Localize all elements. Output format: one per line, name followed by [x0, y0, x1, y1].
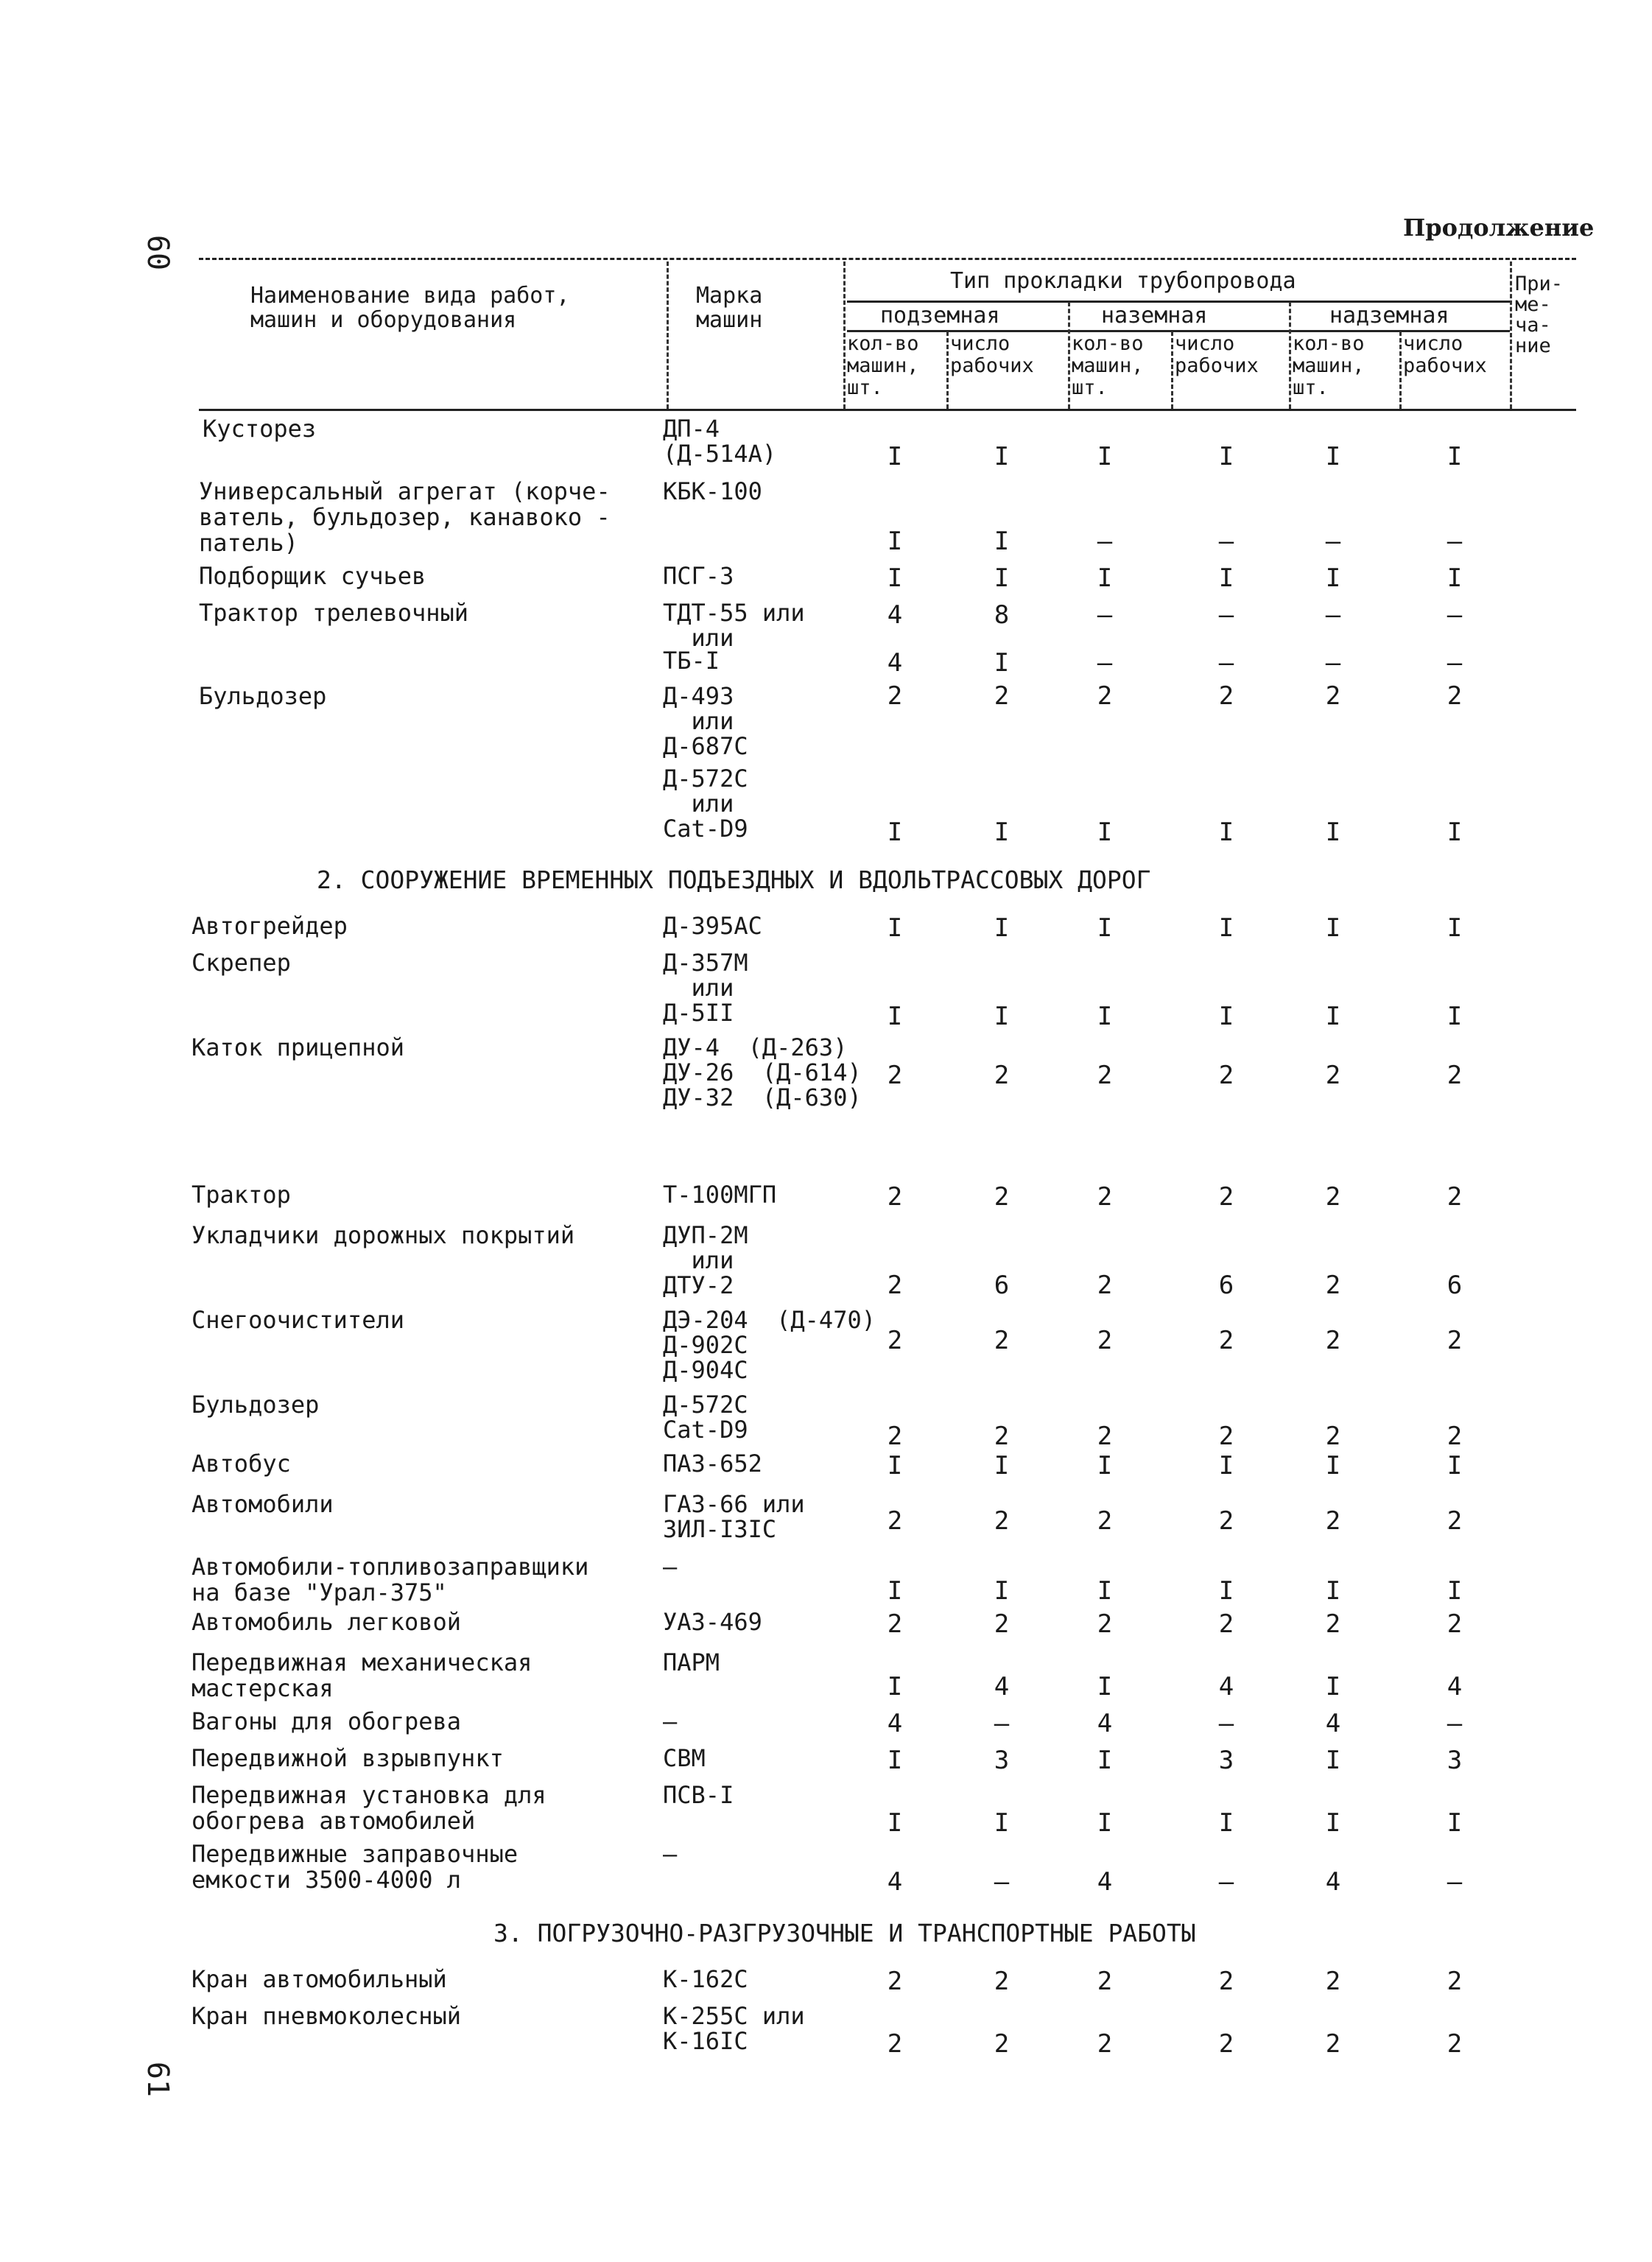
- row-name: Бульдозер: [199, 682, 327, 710]
- row-mark: Т-100МГП: [663, 1181, 777, 1209]
- row-value: I: [1218, 1451, 1234, 1481]
- row-value: 2: [887, 1182, 903, 1212]
- row-value: I: [1097, 1576, 1113, 1606]
- row-value: I: [1325, 1576, 1341, 1606]
- row-value: I: [1325, 1002, 1341, 1031]
- row-value: I: [1447, 442, 1463, 471]
- row-value: I: [1447, 818, 1463, 847]
- row-value: I: [994, 563, 1010, 593]
- row-value: 4: [1325, 1867, 1341, 1897]
- row-value: I: [994, 1002, 1010, 1031]
- row-value: I: [1218, 563, 1234, 593]
- row-value: 2: [994, 681, 1010, 711]
- row-mark: К-255С или К-16IС: [663, 2002, 805, 2055]
- row-value: 2: [1218, 1326, 1234, 1355]
- row-value: I: [1218, 1576, 1234, 1606]
- row-value: 2: [1447, 1326, 1463, 1355]
- row-name: Укладчики дорожных покрытий: [191, 1221, 575, 1249]
- row-value: 2: [1447, 1609, 1463, 1639]
- row-value: I: [994, 527, 1010, 556]
- row-value: –: [994, 1709, 1010, 1738]
- row-mark: ПСГ-3: [663, 562, 734, 590]
- row-value: 2: [994, 1422, 1010, 1451]
- row-value: –: [1447, 600, 1463, 630]
- header-count-2: кол-во машин, шт.: [1072, 332, 1144, 399]
- row-value: –: [1325, 648, 1341, 678]
- row-value: 4: [1447, 1672, 1463, 1701]
- row-value: 2: [994, 1326, 1010, 1355]
- row-mark: ТБ-I: [663, 647, 720, 675]
- row-value: I: [1325, 1746, 1341, 1775]
- row-mark: ДУ-4 (Д-263) ДУ-26 (Д-614) ДУ-32 (Д-630): [663, 1033, 862, 1111]
- row-value: I: [1325, 1451, 1341, 1481]
- row-name: Передвижной взрывпункт: [191, 1744, 504, 1772]
- header-above-ground: надземная: [1329, 303, 1449, 329]
- row-name: Кусторез: [203, 415, 317, 443]
- row-value: 4: [887, 648, 903, 678]
- row-value: I: [994, 1808, 1010, 1838]
- row-value: 2: [1325, 1271, 1341, 1300]
- row-value: I: [887, 1576, 903, 1606]
- row-mark: К-162С: [663, 1965, 748, 1993]
- row-value: –: [994, 1867, 1010, 1897]
- row-value: 2: [1097, 1271, 1113, 1300]
- row-value: I: [1218, 913, 1234, 943]
- row-value: I: [1097, 1451, 1113, 1481]
- row-value: I: [887, 1672, 903, 1701]
- row-value: 2: [1097, 1182, 1113, 1212]
- row-value: 2: [1447, 2029, 1463, 2059]
- row-value: 2: [1447, 681, 1463, 711]
- row-name: Скрепер: [191, 949, 291, 977]
- row-value: 2: [994, 1609, 1010, 1639]
- row-mark: ПАРМ: [663, 1648, 720, 1676]
- row-value: 2: [1218, 1609, 1234, 1639]
- row-mark: СВМ: [663, 1744, 706, 1772]
- row-value: 2: [1325, 1182, 1341, 1212]
- row-mark: ТДТ-55 или или: [663, 599, 805, 652]
- row-value: 2: [994, 1182, 1010, 1212]
- row-mark: –: [663, 1553, 678, 1581]
- row-mark: Д-357М или Д-5II: [663, 949, 748, 1027]
- row-value: 2: [1447, 1182, 1463, 1212]
- row-value: 2: [1097, 1326, 1113, 1355]
- row-value: –: [1218, 1867, 1234, 1897]
- row-value: 4: [994, 1672, 1010, 1701]
- top-page-number: 60: [141, 234, 175, 271]
- row-value: 2: [887, 1326, 903, 1355]
- row-value: 2: [1218, 1422, 1234, 1451]
- row-value: 2: [1447, 1061, 1463, 1090]
- row-value: 2: [1447, 1422, 1463, 1451]
- bottom-page-number: 61: [141, 2061, 175, 2098]
- row-name: Бульдозер: [191, 1391, 320, 1419]
- row-value: I: [887, 1002, 903, 1031]
- row-value: 2: [1325, 1506, 1341, 1536]
- row-value: I: [887, 818, 903, 847]
- row-name: Автомобиль легковой: [191, 1608, 462, 1636]
- row-value: I: [887, 913, 903, 943]
- row-name: Снегоочистители: [191, 1306, 404, 1334]
- row-mark: ГАЗ-66 или ЗИЛ-I3IС: [663, 1490, 805, 1543]
- row-name: Автогрейдер: [191, 912, 348, 940]
- row-mark: ДП-4 (Д-514А): [663, 415, 777, 468]
- row-value: I: [994, 818, 1010, 847]
- row-value: 4: [887, 1867, 903, 1897]
- row-name: Трактор трелевочный: [199, 599, 469, 627]
- row-value: 2: [1218, 2029, 1234, 2059]
- row-value: I: [1447, 1002, 1463, 1031]
- row-value: I: [1325, 563, 1341, 593]
- row-value: I: [1097, 1002, 1113, 1031]
- header-note: При- ме- ча- ние: [1515, 273, 1564, 357]
- row-value: 2: [1447, 1506, 1463, 1536]
- row-mark: ПАЗ-652: [663, 1450, 762, 1478]
- row-value: I: [994, 648, 1010, 678]
- row-value: 2: [1447, 1967, 1463, 1996]
- row-value: I: [1325, 913, 1341, 943]
- row-value: –: [1218, 1709, 1234, 1738]
- row-value: I: [1097, 818, 1113, 847]
- row-value: 2: [1325, 2029, 1341, 2059]
- row-value: I: [1447, 1576, 1463, 1606]
- row-value: 2: [887, 1967, 903, 1996]
- header-workers-3: число рабочих: [1403, 332, 1487, 377]
- row-value: 2: [1097, 1609, 1113, 1639]
- row-value: 6: [994, 1271, 1010, 1300]
- row-name: Автобус: [191, 1450, 291, 1478]
- row-value: 2: [887, 681, 903, 711]
- row-value: I: [1325, 1808, 1341, 1838]
- row-mark: Д-493 или Д-687С: [663, 682, 748, 760]
- row-value: –: [1218, 600, 1234, 630]
- row-value: 2: [1325, 681, 1341, 711]
- row-value: I: [1325, 1672, 1341, 1701]
- row-value: I: [1325, 818, 1341, 847]
- row-value: 4: [1097, 1867, 1113, 1897]
- row-value: I: [1218, 442, 1234, 471]
- row-value: I: [1097, 913, 1113, 943]
- continuation-label: Продолжение: [1403, 214, 1595, 242]
- row-value: –: [1447, 527, 1463, 556]
- header-mark: Марка машин: [696, 283, 763, 333]
- row-value: I: [887, 1451, 903, 1481]
- row-value: 3: [1447, 1746, 1463, 1775]
- row-value: 8: [994, 600, 1010, 630]
- row-value: 2: [1325, 1609, 1341, 1639]
- row-value: 3: [994, 1746, 1010, 1775]
- row-mark: Д-395АС: [663, 912, 762, 940]
- row-value: I: [1097, 1672, 1113, 1701]
- row-mark: Д-572С Cat-D9: [663, 1391, 748, 1444]
- header-count-3: кол-во машин, шт.: [1293, 332, 1365, 399]
- row-mark: –: [663, 1840, 678, 1868]
- row-value: I: [1447, 563, 1463, 593]
- row-name: Автомобили: [191, 1490, 334, 1518]
- row-name: Передвижные заправочные емкости 3500-4000 л: [191, 1840, 519, 1894]
- header-workers-2: число рабочих: [1175, 332, 1259, 377]
- row-value: I: [887, 1808, 903, 1838]
- row-value: 2: [994, 2029, 1010, 2059]
- row-value: 2: [1097, 1061, 1113, 1090]
- row-name: Каток прицепной: [191, 1033, 404, 1061]
- header-workers-1: число рабочих: [950, 332, 1034, 377]
- row-value: 2: [1325, 1061, 1341, 1090]
- row-value: 4: [1097, 1709, 1113, 1738]
- row-value: 4: [887, 600, 903, 630]
- row-name: Кран пневмоколесный: [191, 2002, 462, 2030]
- row-value: –: [1447, 648, 1463, 678]
- row-name: Универсальный агрегат (корче- ватель, бульдозер, канавоко - патель): [199, 477, 611, 557]
- row-value: –: [1325, 527, 1341, 556]
- row-value: I: [994, 913, 1010, 943]
- row-value: 2: [1097, 2029, 1113, 2059]
- row-name: Кран автомобильный: [191, 1965, 447, 1993]
- row-value: I: [1325, 442, 1341, 471]
- row-mark: ДУП-2М или ДТУ-2: [663, 1221, 748, 1299]
- row-value: –: [1218, 648, 1234, 678]
- row-value: I: [1097, 563, 1113, 593]
- row-value: 2: [1218, 681, 1234, 711]
- section-2-title: 2. СООРУЖЕНИЕ ВРЕМЕННЫХ ПОДЪЕЗДНЫХ И ВДОЛЬТРАССОВЫХ ДОРОГ: [317, 865, 1151, 894]
- row-value: 6: [1218, 1271, 1234, 1300]
- row-value: –: [1097, 648, 1113, 678]
- row-value: 2: [887, 1422, 903, 1451]
- row-value: I: [887, 527, 903, 556]
- row-value: I: [994, 1451, 1010, 1481]
- row-value: –: [1447, 1867, 1463, 1897]
- row-value: I: [994, 442, 1010, 471]
- row-value: 4: [1325, 1709, 1341, 1738]
- row-value: –: [1325, 600, 1341, 630]
- row-value: 2: [887, 1506, 903, 1536]
- header-underground: подземная: [880, 303, 1000, 329]
- row-value: I: [1218, 1808, 1234, 1838]
- row-value: I: [887, 442, 903, 471]
- row-value: I: [887, 563, 903, 593]
- row-value: I: [1097, 1808, 1113, 1838]
- row-name: Трактор: [191, 1181, 291, 1209]
- row-mark: КБК-100: [663, 477, 762, 505]
- header-work-name: Наименование вида работ, машин и оборудования: [250, 283, 570, 333]
- row-name: Вагоны для обогрева: [191, 1707, 462, 1735]
- row-value: 2: [887, 2029, 903, 2059]
- row-value: 2: [994, 1061, 1010, 1090]
- row-value: 2: [1097, 1422, 1113, 1451]
- row-name: Подборщик сучьев: [199, 562, 426, 590]
- header-pipeline-type: Тип прокладки трубопровода: [950, 268, 1296, 294]
- row-mark: ПСВ-I: [663, 1781, 734, 1809]
- row-name: Передвижная механическая мастерская: [191, 1648, 532, 1702]
- row-value: 4: [887, 1709, 903, 1738]
- row-value: 2: [1325, 1422, 1341, 1451]
- row-value: –: [1097, 600, 1113, 630]
- row-value: 2: [887, 1609, 903, 1639]
- row-mark: Д-572С или Cat-D9: [663, 765, 748, 843]
- row-mark: УАЗ-469: [663, 1608, 762, 1636]
- row-value: 2: [1218, 1506, 1234, 1536]
- row-mark: –: [663, 1707, 678, 1735]
- row-value: 2: [1097, 681, 1113, 711]
- row-mark: ДЭ-204 (Д-470) Д-902С Д-904С: [663, 1306, 876, 1384]
- row-value: 4: [1218, 1672, 1234, 1701]
- row-value: I: [1218, 1002, 1234, 1031]
- row-value: 2: [1218, 1182, 1234, 1212]
- row-value: 2: [1325, 1326, 1341, 1355]
- row-value: I: [994, 1576, 1010, 1606]
- row-value: 2: [887, 1271, 903, 1300]
- row-value: I: [1218, 818, 1234, 847]
- row-value: –: [1218, 527, 1234, 556]
- row-value: 2: [1097, 1506, 1113, 1536]
- row-value: 2: [887, 1061, 903, 1090]
- row-value: 3: [1218, 1746, 1234, 1775]
- row-value: I: [1097, 1746, 1113, 1775]
- row-value: –: [1097, 527, 1113, 556]
- row-value: 2: [994, 1967, 1010, 1996]
- header-count-1: кол-во машин, шт.: [847, 332, 919, 399]
- row-value: I: [1097, 442, 1113, 471]
- row-value: 2: [1325, 1967, 1341, 1996]
- row-value: I: [1447, 1451, 1463, 1481]
- row-value: 2: [1097, 1967, 1113, 1996]
- row-name: Передвижная установка для обогрева автомобилей: [191, 1781, 546, 1835]
- row-value: 6: [1447, 1271, 1463, 1300]
- row-name: Автомобили-топливозаправщики на базе "Урал-375": [191, 1553, 589, 1606]
- row-value: 2: [994, 1506, 1010, 1536]
- row-value: I: [887, 1746, 903, 1775]
- row-value: I: [1447, 1808, 1463, 1838]
- row-value: 2: [1218, 1061, 1234, 1090]
- row-value: I: [1447, 913, 1463, 943]
- row-value: –: [1447, 1709, 1463, 1738]
- section-3-title: 3. ПОГРУЗОЧНО-РАЗГРУЗОЧНЫЕ И ТРАНСПОРТНЫЕ РАБОТЫ: [493, 1919, 1196, 1947]
- header-ground: наземная: [1101, 303, 1208, 329]
- row-value: 2: [1218, 1967, 1234, 1996]
